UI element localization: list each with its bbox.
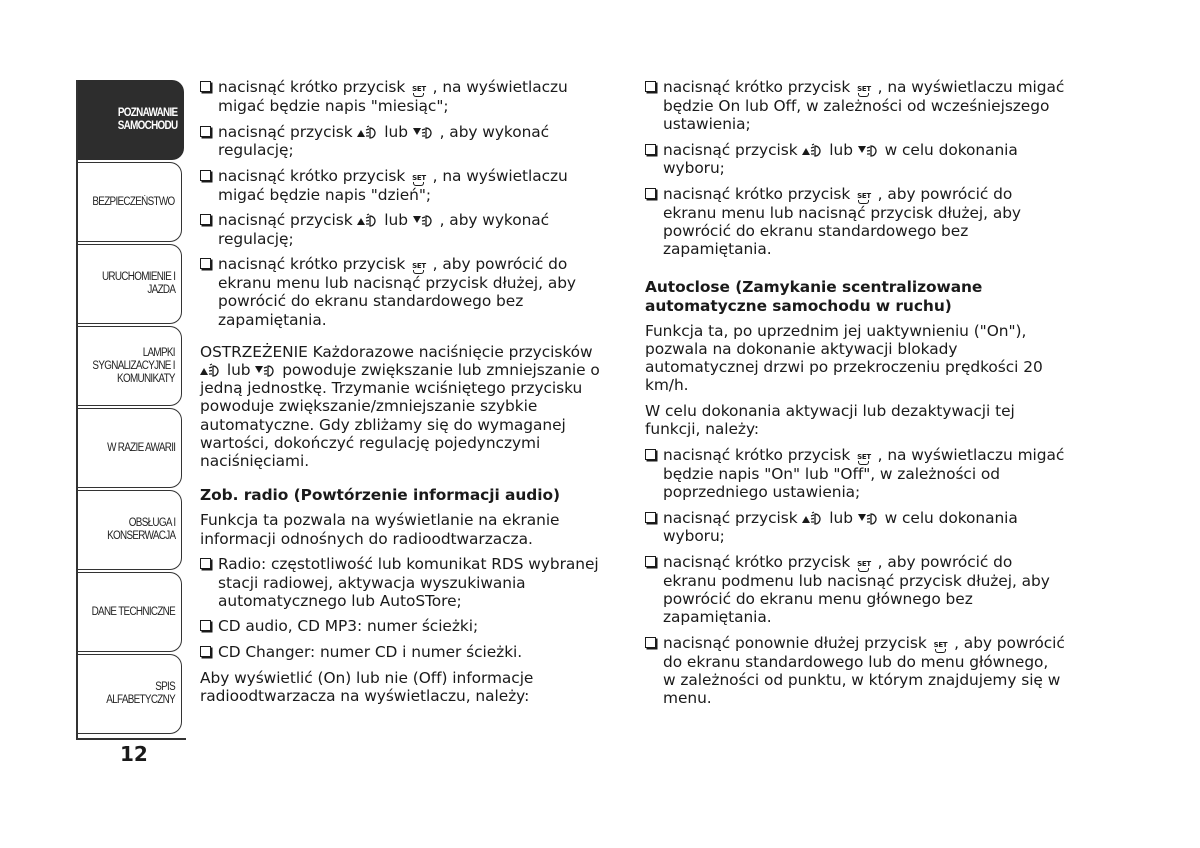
text: CD audio, CD MP3: numer ścieżki; <box>218 617 479 636</box>
set-button-icon: SET <box>412 263 426 274</box>
tab-w-razie-awarii[interactable] <box>76 408 182 488</box>
section-heading: Autoclose (Zamykanie scentralizowane automatyczne samochodu w ruchu) <box>645 278 983 315</box>
tab-spis-alfabetyczny[interactable] <box>76 654 182 734</box>
tab-label: LAMPKI SYGNALIZACYJNE I KOMUNIKATY <box>92 346 175 385</box>
text: nacisnąć krótko przycisk <box>663 78 851 96</box>
list-item <box>200 78 612 115</box>
set-button-icon: SET <box>857 193 871 204</box>
brightness-down-icon <box>413 125 435 139</box>
text: lub <box>829 140 853 159</box>
set-button-icon: SET <box>934 642 948 653</box>
checkbox-bullet-icon <box>645 449 656 460</box>
list-item <box>645 446 1065 501</box>
text: powoduje zwiększanie lub zmniejszanie o jedną jednostkę. Trzymanie wciśniętego przycisku powoduje zwiększanie/zmniejszanie szybkie automatyczne. Gdy zbliżamy się do wymaganej wartości, dokończyć regulację pojedynczymi naciśnięciami. <box>200 361 600 471</box>
checkbox-bullet-icon <box>645 144 656 155</box>
brightness-up-icon <box>802 511 824 525</box>
set-button-icon: SET <box>857 454 871 465</box>
paragraph: W celu dokonania aktywacji lub dezaktywacji tej funkcji, należy: <box>645 402 1015 439</box>
tab-uruchomienie-i-jazda[interactable] <box>76 244 182 324</box>
checkbox-bullet-icon <box>200 214 211 225</box>
text: nacisnąć krótko przycisk <box>218 255 406 274</box>
set-button-icon: SET <box>412 175 426 186</box>
list-item <box>200 123 612 159</box>
tab-label: URUCHOMIENIE I JAZDA <box>101 271 175 296</box>
text: nacisnąć krótko przycisk <box>663 552 851 571</box>
paragraph: Aby wyświetlić (On) lub nie (Off) informacje radioodtwarzacza na wyświetlaczu, należy: <box>200 668 534 706</box>
brightness-up-icon <box>200 363 222 377</box>
brightness-down-icon <box>858 143 880 157</box>
tab-label: BEZPIECZEŃSTWO <box>92 195 175 208</box>
list-item <box>200 211 612 247</box>
text: nacisnąć krótko przycisk <box>218 78 406 96</box>
tab-poznawanie-samochodu[interactable] <box>76 80 184 160</box>
checkbox-bullet-icon <box>645 188 656 199</box>
checkbox-bullet-icon <box>200 620 211 631</box>
text: nacisnąć krótko przycisk <box>663 446 851 465</box>
set-button-icon: SET <box>857 86 871 97</box>
text: , na wyświetlaczu migać będzie napis "miesiąc"; <box>218 78 568 115</box>
right-column <box>645 78 1065 715</box>
list-item <box>200 555 612 610</box>
list-item <box>200 617 612 635</box>
text: lub <box>829 508 853 527</box>
tab-label: W RAZIE AWARII <box>106 441 175 454</box>
text: nacisnąć ponownie dłużej przycisk <box>663 633 927 652</box>
checkbox-bullet-icon <box>645 81 656 92</box>
brightness-up-icon <box>357 213 379 227</box>
text: nacisnąć krótko przycisk <box>218 166 406 185</box>
checkbox-bullet-icon <box>645 556 656 567</box>
brightness-up-icon <box>802 143 824 157</box>
list-item <box>645 185 1065 259</box>
text: nacisnąć przycisk <box>663 508 798 527</box>
tab-label: SPIS ALFABETYCZNY <box>106 681 175 706</box>
text: lub <box>226 361 251 380</box>
text: , aby wykonać regulację; <box>218 211 550 248</box>
text: lub <box>384 122 408 141</box>
tab-label: POZNAWANIE SAMOCHODU <box>117 107 177 132</box>
set-button-icon: SET <box>857 561 871 572</box>
text: lub <box>384 211 408 230</box>
tab-label: DANE TECHNICZNE <box>91 605 175 618</box>
footer-divider <box>76 738 186 740</box>
text: nacisnąć przycisk <box>663 140 798 159</box>
tab-dane-techniczne[interactable] <box>76 572 182 652</box>
section-heading: Zob. radio (Powtórzenie informacji audio) <box>200 486 560 505</box>
checkbox-bullet-icon <box>200 126 211 137</box>
checkbox-bullet-icon <box>200 258 211 269</box>
brightness-up-icon <box>357 125 379 139</box>
left-column <box>200 78 612 713</box>
page-number: 12 <box>120 742 148 766</box>
list-item <box>645 553 1065 627</box>
tab-bezpieczenstwo[interactable] <box>76 162 182 242</box>
list-item <box>645 141 1065 177</box>
text: w celu dokonania wyboru; <box>663 508 1018 546</box>
tab-obsluga-i-konserwacja[interactable] <box>76 490 182 570</box>
text: , aby powrócić do ekranu menu lub nacisnąć przycisk dłużej, aby powrócić do ekranu standardowego bez zapamiętania. <box>218 255 576 329</box>
list-item <box>200 255 612 329</box>
text: , aby powrócić do ekranu menu lub nacisnąć przycisk dłużej, aby powrócić do ekranu standardowego bez zapamiętania. <box>663 184 1021 259</box>
chapter-tabs <box>76 80 186 740</box>
tab-lampki-sygnalizacyjne[interactable] <box>76 326 182 406</box>
text: , aby powrócić do ekranu podmenu lub nacisnąć przycisk dłużej, aby powrócić do ekranu menu głównego bez zapamiętania. <box>663 552 1050 627</box>
text: nacisnąć przycisk <box>218 211 353 230</box>
checkbox-bullet-icon <box>200 170 211 181</box>
checkbox-bullet-icon <box>645 637 656 648</box>
brightness-down-icon <box>858 511 880 525</box>
brightness-down-icon <box>413 213 435 227</box>
text: , aby wykonać regulację; <box>218 122 550 159</box>
list-item <box>645 634 1065 708</box>
text: CD Changer: numer CD i numer ścieżki. <box>218 643 523 662</box>
paragraph: Funkcja ta, po uprzednim jej uaktywnieniu ("On"), pozwala na dokonanie aktywacji blokady automatycznej drzwi po przekroczeniu prędkości 20 km/h. <box>645 321 1043 395</box>
list-item <box>645 509 1065 545</box>
tab-label: OBSŁUGA I KONSERWACJA <box>106 517 175 542</box>
list-item <box>200 643 612 661</box>
checkbox-bullet-icon <box>645 512 656 523</box>
checkbox-bullet-icon <box>200 558 211 569</box>
brightness-down-icon <box>255 363 277 377</box>
paragraph: Funkcja ta pozwala na wyświetlanie na ekranie informacji odnośnych do radioodtwarzacza. <box>200 511 560 548</box>
tabs-spine <box>76 80 78 740</box>
text: , na wyświetlaczu migać będzie napis "On" lub "Off", w zależności od poprzedniego ustawienia; <box>663 446 1065 502</box>
text: , aby powrócić do ekranu standardowego lub do menu głównego, w zależności od punktu, w którym znajdujemy się w menu. <box>663 633 1065 708</box>
text: w celu dokonania wyboru; <box>663 140 1018 178</box>
set-button-icon: SET <box>412 86 426 97</box>
text: Radio: częstotliwość lub komunikat RDS wybranej stacji radiowej, aktywacja wyszukiwania automatycznego lub AutoSTore; <box>218 555 599 610</box>
text: nacisnąć krótko przycisk <box>663 184 851 203</box>
text: , na wyświetlaczu migać będzie On lub Off, w zależności od wcześniejszego ustawienia; <box>663 78 1065 134</box>
list-item <box>200 167 612 204</box>
warning-paragraph <box>200 343 612 470</box>
text: , na wyświetlaczu migać będzie napis "dzień"; <box>218 166 568 204</box>
text: nacisnąć przycisk <box>218 122 353 141</box>
checkbox-bullet-icon <box>200 646 211 657</box>
list-item <box>645 78 1065 133</box>
checkbox-bullet-icon <box>200 81 211 92</box>
text: OSTRZEŻENIE Każdorazowe naciśnięcie przycisków <box>200 342 593 361</box>
